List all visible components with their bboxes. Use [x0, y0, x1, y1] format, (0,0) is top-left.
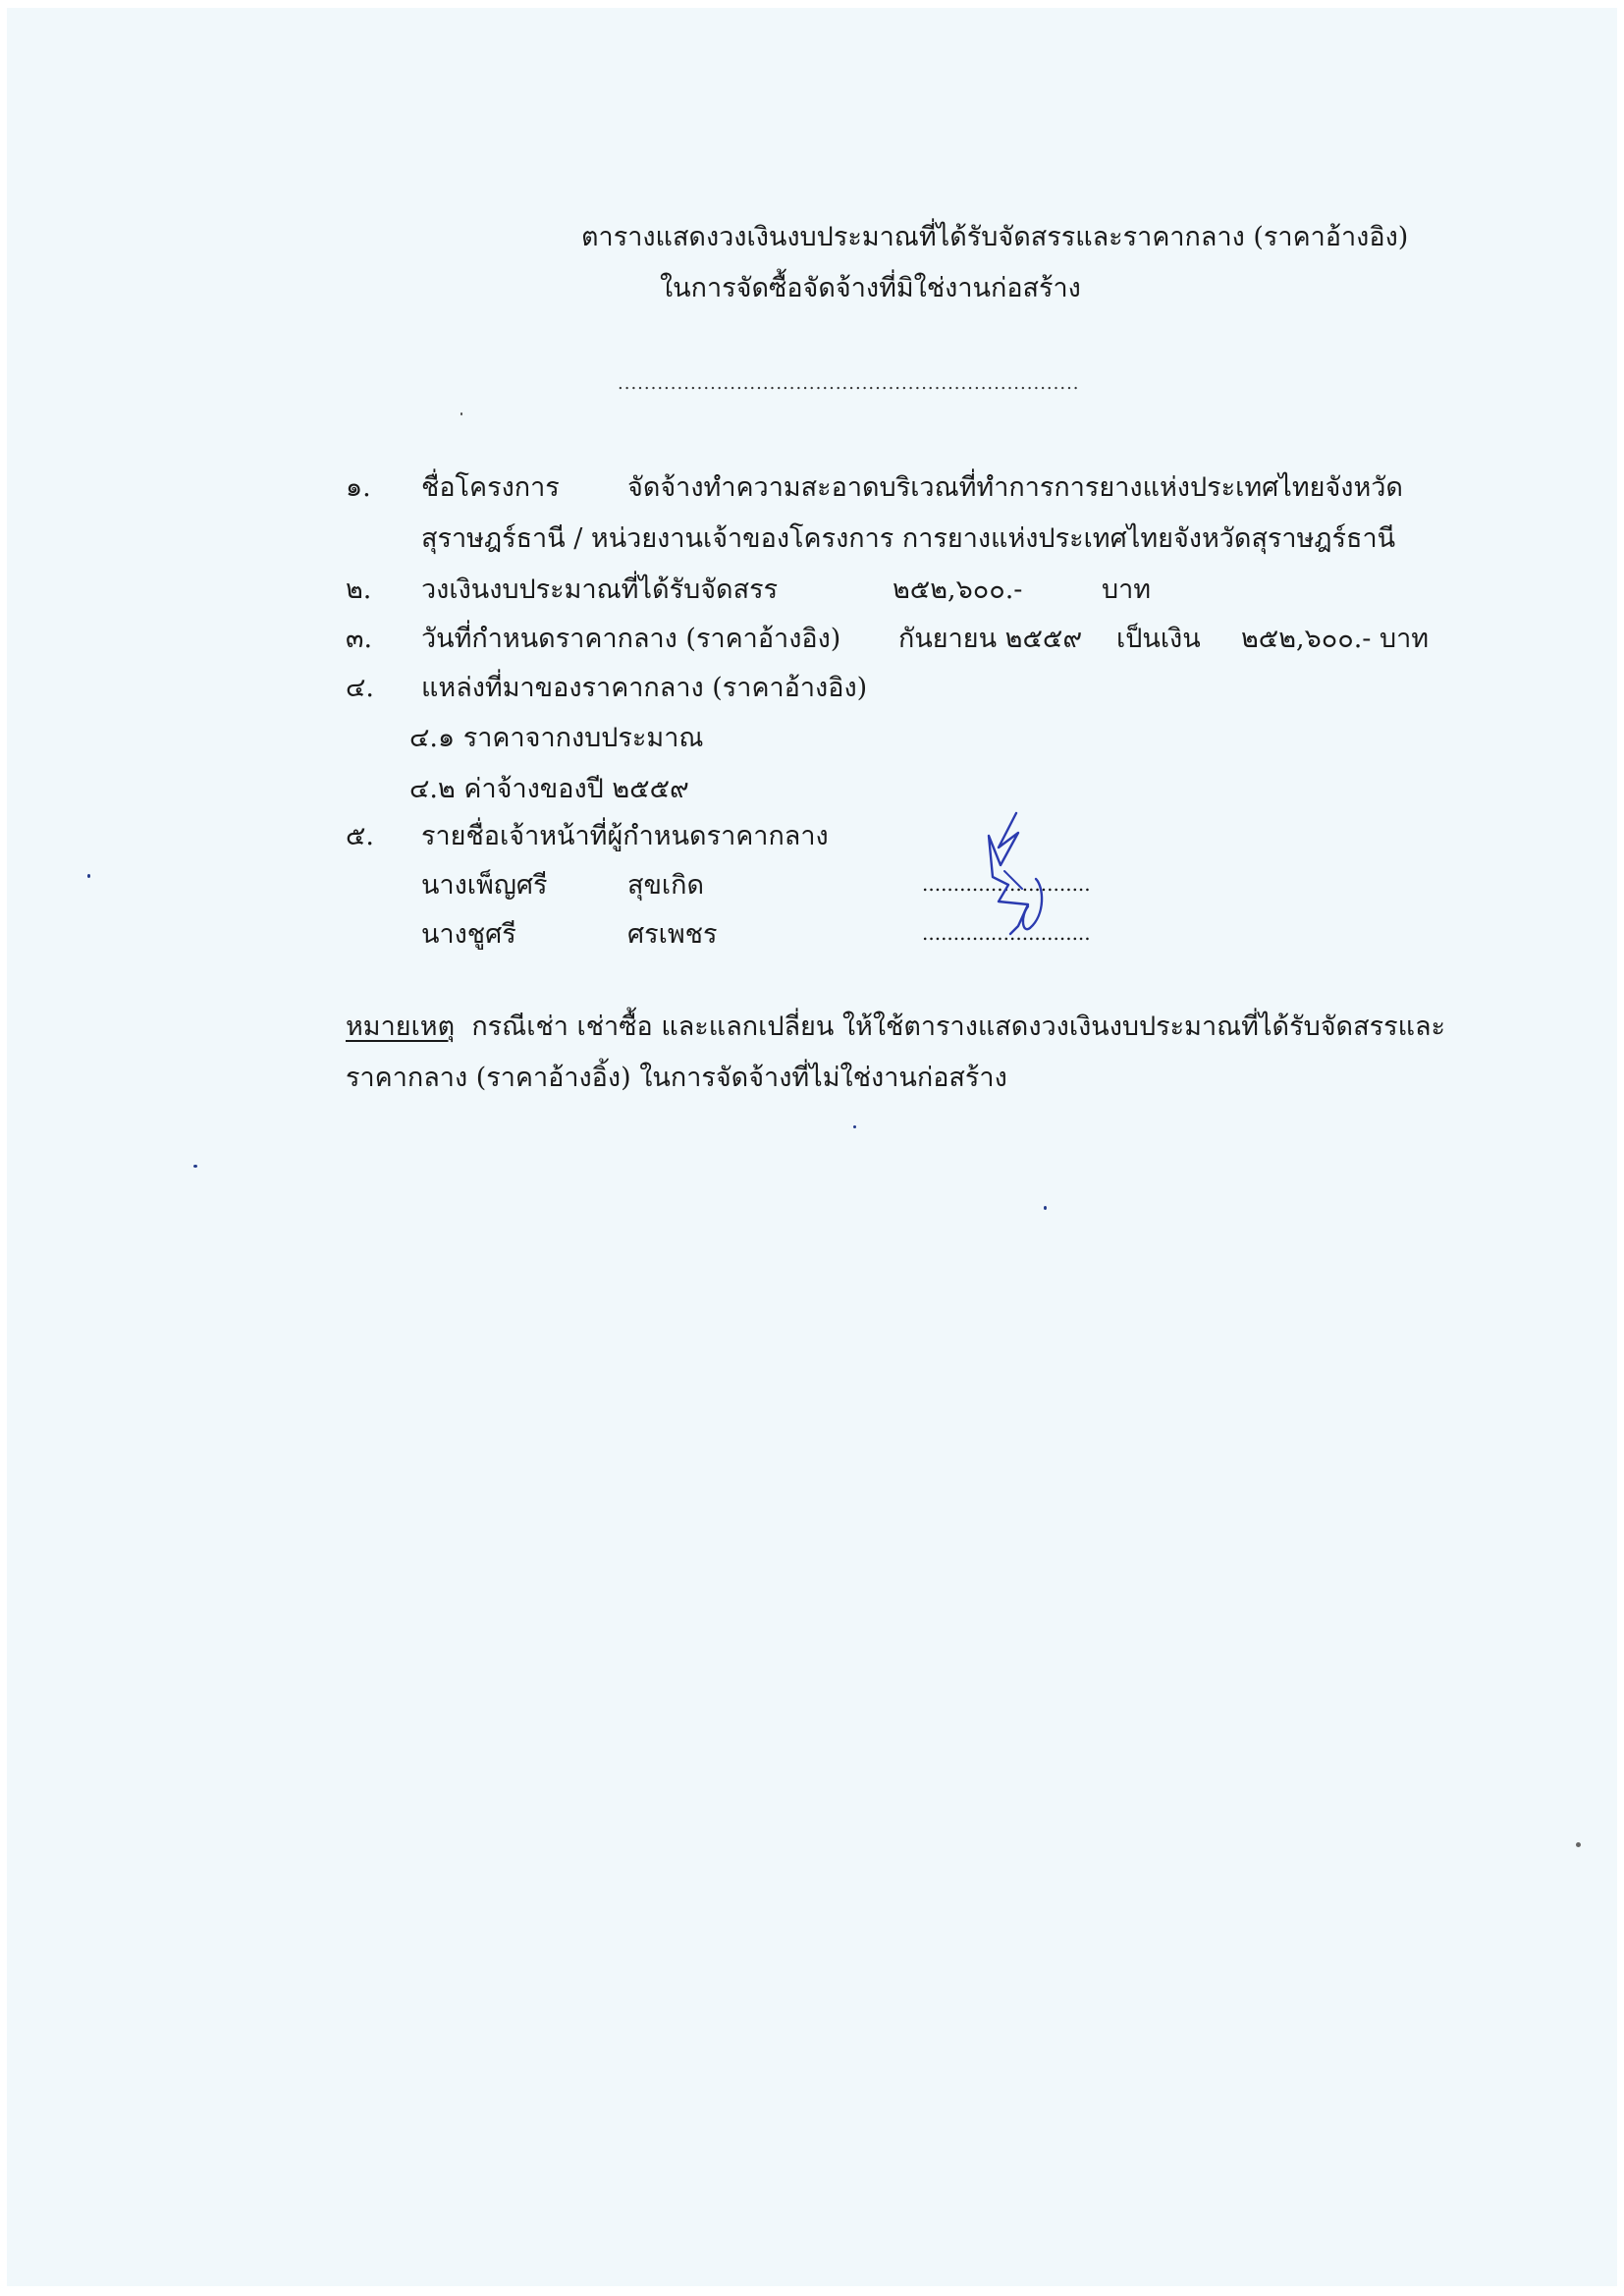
note-block — [346, 1011, 1445, 1043]
scan-speck — [193, 1165, 197, 1168]
official2-last-name: ศรเพชร — [627, 919, 718, 950]
item3-date: กันยายน ๒๕๕๙ — [898, 624, 1083, 654]
document-page — [7, 8, 1617, 2286]
official1-signature-line: ........................... — [922, 872, 1091, 896]
item2-unit: บาท — [1102, 574, 1152, 605]
document-title-line2: ในการจัดซื้อจัดจ้างที่มิใช่งานก่อสร้าง — [660, 273, 1081, 303]
item4-sub1: ๔.๑ ราคาจากงบประมาณ — [409, 723, 704, 753]
official2-first-name: นางชูศรี — [421, 919, 516, 950]
item3-number: ๓. — [346, 624, 373, 654]
item5-label: รายชื่อเจ้าหน้าที่ผู้กำหนดราคากลาง — [421, 821, 829, 851]
item5-number: ๕. — [346, 821, 375, 851]
scan-speck — [460, 412, 462, 415]
handwritten-signature — [959, 808, 1067, 946]
item4-sub2: ๔.๒ ค่าจ้างของปี ๒๕๕๙ — [409, 774, 689, 804]
note-line2: ราคากลาง (ราคาอ้างอิ้ง) ในการจัดจ้างที่ไม่ใช่งานก่อสร้าง — [346, 1063, 1007, 1093]
item1-number: ๑. — [346, 472, 371, 503]
official2-signature-line: ........................... — [922, 921, 1091, 945]
scan-speck — [1044, 1206, 1047, 1210]
item4-number: ๔. — [346, 673, 375, 703]
item3-label: วันที่กำหนดราคากลาง (ราคาอ้างอิง) — [421, 624, 841, 654]
official1-first-name: นางเพ็ญศรี — [421, 870, 548, 901]
item2-number: ๒. — [346, 574, 372, 605]
scan-speck — [853, 1125, 856, 1128]
item3-amount-label: เป็นเงิน — [1116, 624, 1201, 654]
item2-amount: ๒๕๒,๖๐๐.- — [893, 574, 1023, 605]
item2-label: วงเงินงบประมาณที่ได้รับจัดสรร — [421, 574, 779, 605]
scan-speck — [87, 874, 90, 878]
note-line1: กรณีเช่า เช่าซื้อ และแลกเปลี่ยน ให้ใช้ตารางแสดงวงเงินงบประมาณที่ได้รับจัดสรรและ — [471, 1011, 1446, 1042]
dotted-line: ...................................................................... — [618, 373, 1080, 394]
document-title-line1: ตารางแสดงวงเงินงบประมาณที่ได้รับจัดสรรและราคากลาง (ราคาอ้างอิง) — [581, 222, 1409, 252]
item3-amount: ๒๕๒,๖๐๐.- บาท — [1241, 624, 1430, 654]
item1-value-line1: จัดจ้างทำความสะอาดบริเวณที่ทำการการยางแห่งประเทศไทยจังหวัด — [627, 472, 1403, 503]
note-label: หมายเหตุ — [346, 1011, 456, 1042]
official1-last-name: สุขเกิด — [627, 870, 705, 901]
item1-value-line2: สุราษฎร์ธานี / หน่วยงานเจ้าของโครงการ การยางแห่งประเทศไทยจังหวัดสุราษฎร์ธานี — [421, 523, 1396, 554]
item4-label: แหล่งที่มาของราคากลาง (ราคาอ้างอิง) — [421, 673, 868, 703]
item1-label: ชื่อโครงการ — [421, 472, 560, 503]
scan-speck — [1576, 1842, 1581, 1847]
